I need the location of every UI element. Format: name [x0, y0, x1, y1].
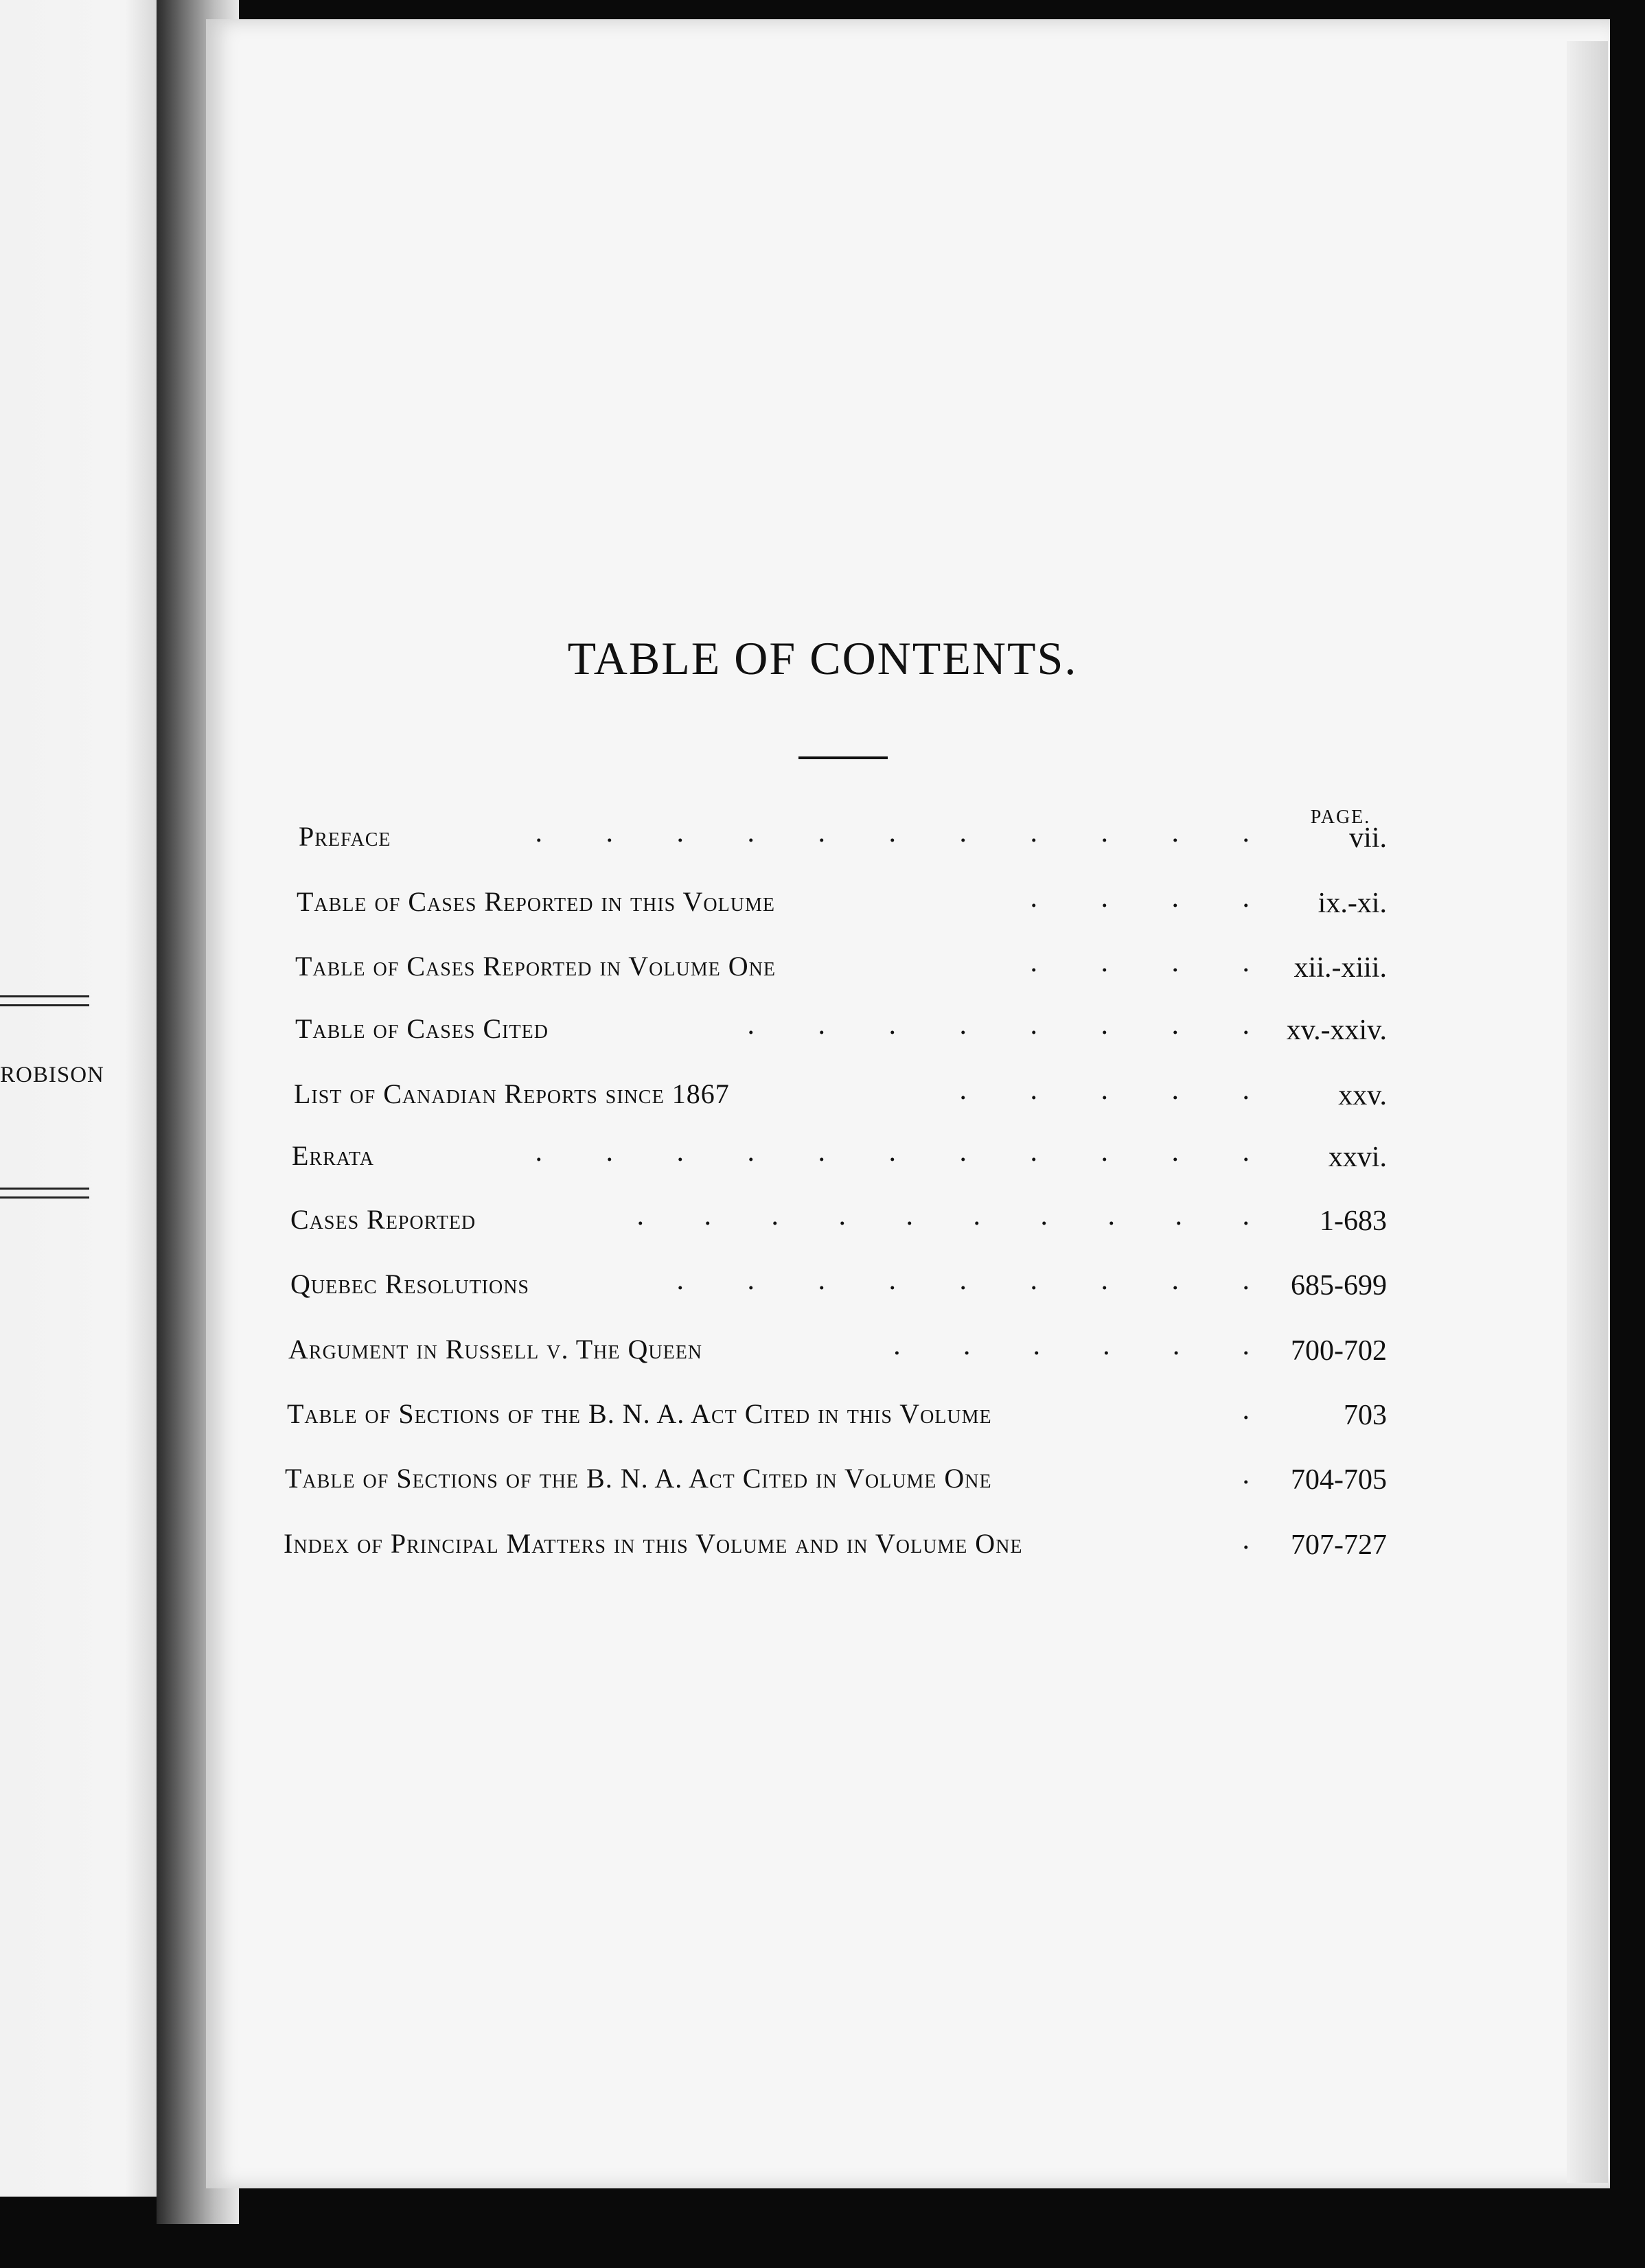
- toc-entry: Index of Principal Matters in this Volume and in Volume One . 707-727: [284, 1524, 1387, 1561]
- toc-entry: [0, 1330, 1645, 1381]
- page-column-label: PAGE.: [1310, 807, 1371, 828]
- toc-entry-page: xv.-xxiv.: [1286, 1015, 1387, 1046]
- toc-dot-leader: . . . . . . . . . . .: [535, 1136, 1250, 1168]
- toc-entry-page: xii.-xiii.: [1293, 952, 1387, 984]
- toc-entry: [0, 1136, 1645, 1188]
- toc-entry-page: 703: [1344, 1400, 1387, 1431]
- toc-entry-title: Table of Cases Reported in Volume One: [295, 951, 776, 982]
- toc-entry-page: xxvi.: [1328, 1142, 1387, 1173]
- toc-dot-leader: . . . . . .: [893, 1330, 1250, 1361]
- toc-entry-title: List of Canadian Reports since 1867: [294, 1078, 730, 1109]
- toc-dot-leader: .: [1242, 1459, 1250, 1490]
- toc-entry-title: Table of Cases Cited: [295, 1013, 549, 1044]
- toc-dot-leader: . . . .: [1030, 882, 1250, 914]
- toc-entry-page: 685-699: [1291, 1270, 1387, 1301]
- toc-dot-leader: . . . . . . . . . . .: [535, 817, 1250, 848]
- page-title: TABLE OF CONTENTS.: [567, 632, 1078, 684]
- toc-entry-title: Argument in Russell v. The Queen: [288, 1334, 703, 1365]
- toc-entry: [0, 1009, 1645, 1061]
- toc-dot-leader: . . . . .: [959, 1074, 1250, 1106]
- toc-entry: [0, 1200, 1645, 1251]
- toc-entry-title: Index of Principal Matters in this Volume and in Volume One: [284, 1528, 1023, 1559]
- toc-entry-page: 700-702: [1291, 1335, 1387, 1367]
- toc-entry-title: Cases Reported: [290, 1204, 476, 1235]
- toc-entry-title: Quebec Resolutions: [290, 1269, 530, 1299]
- toc-entry-title: Table of Cases Reported in this Volume: [297, 886, 775, 917]
- toc-entry-page: ix.-xi.: [1318, 888, 1387, 919]
- toc-dot-leader: . . . . . . . .: [747, 1009, 1250, 1041]
- toc-entry: [0, 1264, 1645, 1316]
- facing-page-text-fragment: ROBISON: [0, 1063, 104, 1087]
- title-rule: [798, 756, 888, 759]
- toc-entry-page: 707-727: [1291, 1529, 1387, 1561]
- toc-entry-page: 1-683: [1320, 1205, 1387, 1237]
- toc-entry-page: vii.: [1349, 822, 1387, 854]
- toc-entry-title: Errata: [292, 1140, 374, 1171]
- toc-entry: [0, 1459, 1645, 1510]
- toc-dot-leader: . . . . . . . . .: [676, 1264, 1250, 1296]
- toc-entry-title: Table of Sections of the B. N. A. Act Cited in this Volume: [287, 1398, 992, 1429]
- toc-entry-title: Table of Sections of the B. N. A. Act Cited in Volume One: [285, 1463, 992, 1494]
- toc-entry: [0, 947, 1645, 998]
- double-rule-bottom: [0, 1188, 89, 1199]
- toc-entry-page: xxv.: [1338, 1080, 1387, 1111]
- toc-dot-leader: . . . .: [1030, 947, 1250, 978]
- toc-entry-page: 704-705: [1291, 1464, 1387, 1496]
- toc-entry: [0, 882, 1645, 934]
- toc-entry: [0, 1394, 1645, 1446]
- toc-dot-leader: .: [1242, 1394, 1250, 1426]
- toc-dot-leader: . . . . . . . . . .: [636, 1200, 1250, 1231]
- toc-entry-title: Preface: [299, 821, 391, 852]
